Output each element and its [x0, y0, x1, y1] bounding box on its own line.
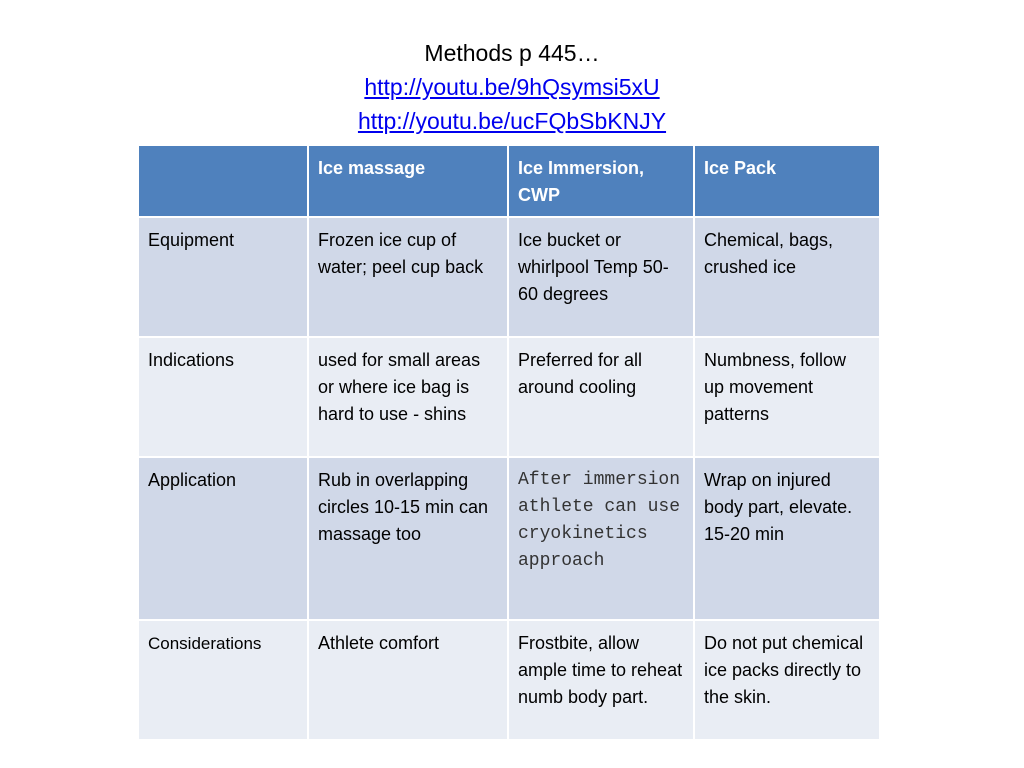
cell-equipment-ice-massage: Frozen ice cup of water; peel cup back — [308, 217, 508, 337]
video-link-1[interactable]: http://youtu.be/9hQsymsi5xU — [364, 74, 660, 100]
slide-title: Methods p 445… — [424, 40, 600, 66]
row-label-equipment: Equipment — [138, 217, 308, 337]
table-row-considerations — [138, 620, 880, 740]
methods-table — [137, 144, 881, 741]
cell-considerations-ice-pack: Do not put chemical ice packs directly to the skin. — [694, 620, 880, 740]
cell-considerations-ice-immersion: Frostbite, allow ample time to reheat numb body part. — [508, 620, 694, 740]
video-link-2[interactable]: http://youtu.be/ucFQbSbKNJY — [357, 108, 667, 134]
cell-equipment-ice-pack: Chemical, bags, crushed ice — [694, 217, 880, 337]
slide-title-block — [0, 36, 1024, 138]
row-label-indications: Indications — [138, 337, 308, 457]
cell-application-ice-pack: Wrap on injured body part, elevate. 15-20 min — [694, 457, 880, 620]
cell-application-ice-massage: Rub in overlapping circles 10-15 min can massage too — [308, 457, 508, 620]
row-label-considerations: Considerations — [138, 620, 308, 740]
header-ice-massage: Ice massage — [308, 145, 508, 217]
header-empty — [138, 145, 308, 217]
header-ice-pack: Ice Pack — [694, 145, 880, 217]
row-label-application: Application — [138, 457, 308, 620]
cell-indications-ice-pack: Numbness, follow up movement patterns — [694, 337, 880, 457]
header-ice-immersion: Ice Immersion, CWP — [508, 145, 694, 217]
cell-application-ice-immersion: After immersion athlete can use cryokinetics approach — [508, 457, 694, 620]
table-row-application — [138, 457, 880, 620]
table-row-indications — [138, 337, 880, 457]
cell-indications-ice-immersion: Preferred for all around cooling — [508, 337, 694, 457]
cell-indications-ice-massage: used for small areas or where ice bag is hard to use - shins — [308, 337, 508, 457]
table-row-equipment — [138, 217, 880, 337]
cell-equipment-ice-immersion: Ice bucket or whirlpool Temp 50-60 degrees — [508, 217, 694, 337]
header-row — [138, 145, 880, 217]
cell-considerations-ice-massage: Athlete comfort — [308, 620, 508, 740]
